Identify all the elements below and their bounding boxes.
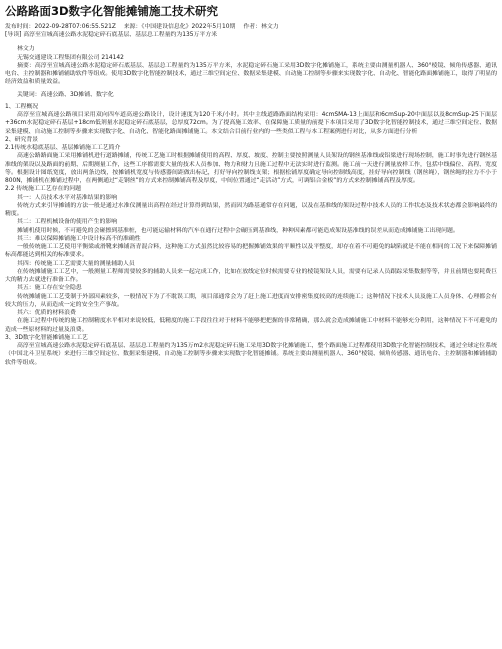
article-guide: [导读] 高淳至宣城高速公路水泥稳定碎石底基层、基层总工程量约为135万平方米	[5, 32, 218, 39]
author-label: 作者：林文力	[243, 24, 279, 30]
abstract: 摘要：高淳至宣城高速公路水泥稳定碎石底基层、基层总工程量约为135万平方米，水泥稳定碎石施工采用3D数字化摊铺施工，系统主要由测量机器人、360°棱镜、倾角传感器、通讯电台、主控制器和摊铺辅助软件等组成。使用3D数字化智能控制技术，通过三维空间定位、数据采集建模、自动施工控制等步骤来实现数字化、自动化、智能化路面摊铺施工，取得了明显的经济效益和质量效益。	[5, 62, 497, 86]
body-paragraph: 其二：工程机械设备的使用产生的影响	[17, 219, 118, 226]
body-paragraph: 2.2 传统施工工艺存在的问题	[5, 186, 82, 193]
body-paragraph: 3、3D数字化智能摊铺施工工艺	[5, 334, 88, 341]
body-paragraph: 在施工过程中传统的施工控制精度水平相对来说较低，低精度的施工手段往往对于材料不能够把把握的非常精确，那么就会造成摊铺施工中材料不能够充分利用，这种情况下不可避免的造成一些原材料的过量及浪费。	[5, 318, 497, 333]
body-paragraph: 2.1传统水稳底基层、基层摊铺施工工艺简介	[5, 145, 121, 152]
body-paragraph: 其六：优质的材料浪费	[17, 310, 76, 317]
body-paragraph: 在传统摊铺施工工艺中，一般测量工程师需要较多的辅助人员来一起完成工作，比如在放线定位时候需要专业的棱镜架设人员，需要有记录人员跟踪采集数据等等，并且前期也要耗费巨大的精力去就进行准备工作。	[5, 268, 497, 284]
article-body	[5, 103, 497, 367]
body-paragraph: 其三：难以保障摊铺施工中设计标高不的准确性	[17, 235, 141, 242]
author-name: 林文力	[17, 46, 35, 53]
keywords: 关键词：高速公路、3D摊铺、数字化	[17, 91, 114, 98]
body-paragraph: 其五：施工存在安全隐患	[17, 285, 82, 292]
source-label: 来源：《中国建设信息化》2022年5月10期	[123, 24, 236, 30]
body-paragraph: 高淳至宣城高速公路项目采用双向四车道高速公路设计，设计速度为120千米/小时。其中主线道路路面结构采用：4cmSMA-13上面层和6cmSup-20中面层以及8cmSup-25下面层+36cm水泥稳定碎石基层+18cm低剂量水泥稳定碎石底基层，总厚度72cm。为了提高施工效率、在保障施工质量的前提下本项目采用了3D数字化智能控制技术，通过三维空间定位、数据采集建模、自动施工控制等步骤来实现数字化、自动化、智能化路面摊铺施工。本文结合目前行业内的一些类似工程与本工程案例进行对比，从多方面进行分析	[5, 112, 497, 135]
body-paragraph: 传统摊铺施工工艺受制于外部因素较多，一般情况下为了不耽误工期，项目部通常会为了赶上施工进度而安排密集度较高的连续施工；这种情况下技术人员及施工人员身体、心理都会有较大的压力，从而造成一定的安全生产事故。	[5, 293, 497, 308]
body-paragraph: 2、研究背景	[5, 136, 39, 143]
author-affiliation: 无锡交通建设工程集团有限公司 214142	[17, 54, 124, 61]
body-paragraph: 摊铺机使用时候，不可避免的会碰擦到基准桩，也可能运输材料的汽车在通行过程中会碾压到基准线，种种因素都可能造成架设基准线的误差从而造成摊铺施工出现问题。	[17, 227, 459, 234]
article-meta	[5, 23, 497, 31]
body-paragraph: 传统方式来引导摊铺的方法一般是通过水准仪测量出高程在经过计算得到结果，然而因为路基通常存在问题，以及在基准线的架设过程中技术人员的工作状态及技术状态都会影响最终的精度。	[5, 202, 497, 218]
body-paragraph: 1、工程概况	[5, 103, 39, 110]
body-paragraph: 其一：人员技术水平对基准结果的影响	[17, 194, 118, 201]
article-title: 公路路面3D数字化智能摊铺施工技术研究	[5, 4, 219, 18]
body-paragraph: 高速公路路面施工采用摊铺机进行道路摊铺，传统工艺施工时根据摊铺使用的高程、厚度、坡度、控制主要按照测量人员架设的钢丝基准线或铝梁进行现场控制，施工时事先进行钢丝基准线的架设以及路面的前期、后期测量工作，这些工序都需要大量的技术人员参加、物力和财力且施工过程中无法实时进行监测。施工前一天进行测量放样工作，包括中线偏位、高程、宽度等。根据设计图纸宽度，放出两条边线，按摊铺机宽度与传感器间距做出标记，打好导向控制线支架；根据松铺厚度确定导向控制线高度，挂好导向控制线（钢丝绳），钢丝绳的拉力不小于800N，摊铺机在摊铺过程中，在两侧通过“走钢丝”的方式来控制摊铺高程及厚度，中间位置通过“走活动”方式，可调铝合金板”的方式来控制摊铺高程及厚度。	[5, 153, 497, 185]
publish-time: 发布时间：2022-09-28T07:06:55.521Z	[5, 24, 116, 30]
body-paragraph: 其四：传统施工工艺需要大量的测量辅助人员	[17, 260, 135, 267]
body-paragraph: 一般传统施工工艺使用平衡梁或滑靴来摊铺沥青混合料，这种施工方式虽然比较容易的把握摊铺效果的平顺性以及平整度，却存在着不可避免的缺陷就是不能在相同的工况下来保障摊铺标高都能达到相关的标准要求。	[5, 244, 497, 259]
body-paragraph: 高淳至宣城高速公路水泥稳定碎石底基层、基层总工程量约为135万m2水泥稳定碎石施工采用3D数字化摊铺施工，整个路面施工过程都使用3D数字化智能控制技术，通过全球定位系统（中国北斗卫星系统）来进行三维空间定位、数据采集建模、自动施工控制等步骤来实现数字化智能摊铺。系统主要由测量机器人、360°棱镜、倾角传感器、通讯电台、主控制器和摊铺辅助软件等组成。	[5, 343, 497, 366]
